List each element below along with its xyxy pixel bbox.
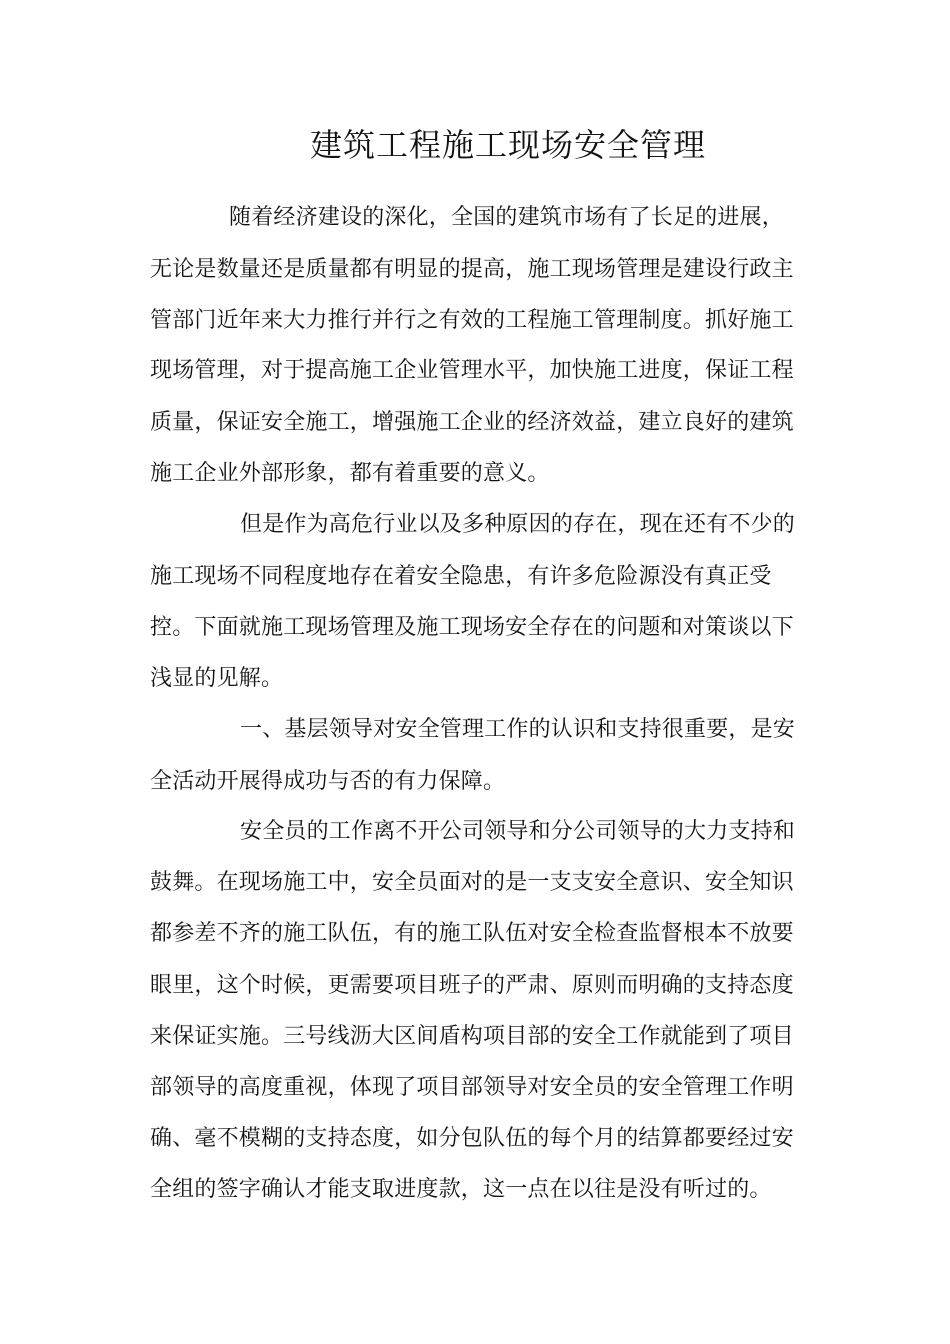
paragraph-4-line-6: 部领导的高度重视，体现了项目部领导对安全员的安全管理工作明 xyxy=(150,1075,794,1100)
paragraph-3-line-2: 全活动开展得成功与否的有力保障。 xyxy=(150,769,506,794)
paragraph-2-line-1: 但是作为高危行业以及多种原因的存在，现在还有不少的 xyxy=(240,512,796,537)
document-title: 建筑工程施工现场安全管理 xyxy=(309,126,706,164)
paragraph-2-line-3: 控。下面就施工现场管理及施工现场安全存在的问题和对策谈以下 xyxy=(150,615,794,640)
paragraph-1-line-3: 管部门近年来大力推行并行之有效的工程施工管理制度。抓好施工 xyxy=(150,308,794,333)
paragraph-4-line-4: 眼里，这个时候，更需要项目班子的严肃、原则而明确的支持态度 xyxy=(150,973,794,998)
paragraph-2-line-4: 浅显的见解。 xyxy=(150,666,284,691)
paragraph-1-line-4: 现场管理，对于提高施工企业管理水平，加快施工进度，保证工程 xyxy=(150,358,794,383)
paragraph-3-line-1: 一、基层领导对安全管理工作的认识和支持很重要，是安 xyxy=(240,717,796,742)
paragraph-4-line-3: 都参差不齐的施工队伍，有的施工队伍对安全检查监督根本不放要 xyxy=(150,921,794,946)
paragraph-4-line-7: 确、毫不模糊的支持态度，如分包队伍的每个月的结算都要经过安 xyxy=(150,1126,794,1151)
paragraph-1-line-6: 施工企业外部形象，都有着重要的意义。 xyxy=(150,461,550,486)
paragraph-4-line-2: 鼓舞。在现场施工中，安全员面对的是一支支安全意识、安全知识 xyxy=(150,870,794,895)
paragraph-1-line-5: 质量，保证安全施工，增强施工企业的经济效益，建立良好的建筑 xyxy=(150,410,794,435)
paragraph-4-line-8: 全组的签字确认才能支取进度款，这一点在以往是没有听过的。 xyxy=(150,1177,772,1202)
paragraph-1-line-1: 随着经济建设的深化，全国的建筑市场有了长足的进展， xyxy=(229,205,785,230)
paragraph-4-line-1: 安全员的工作离不开公司领导和分公司领导的大力支持和 xyxy=(240,819,796,844)
paragraph-2-line-2: 施工现场不同程度地存在着安全隐患，有许多危险源没有真正受 xyxy=(150,564,772,589)
paragraph-1-line-2: 无论是数量还是质量都有明显的提高，施工现场管理是建设行政主 xyxy=(150,257,794,282)
paragraph-4-line-5: 来保证实施。三号线沥大区间盾构项目部的安全工作就能到了项目 xyxy=(150,1024,794,1049)
